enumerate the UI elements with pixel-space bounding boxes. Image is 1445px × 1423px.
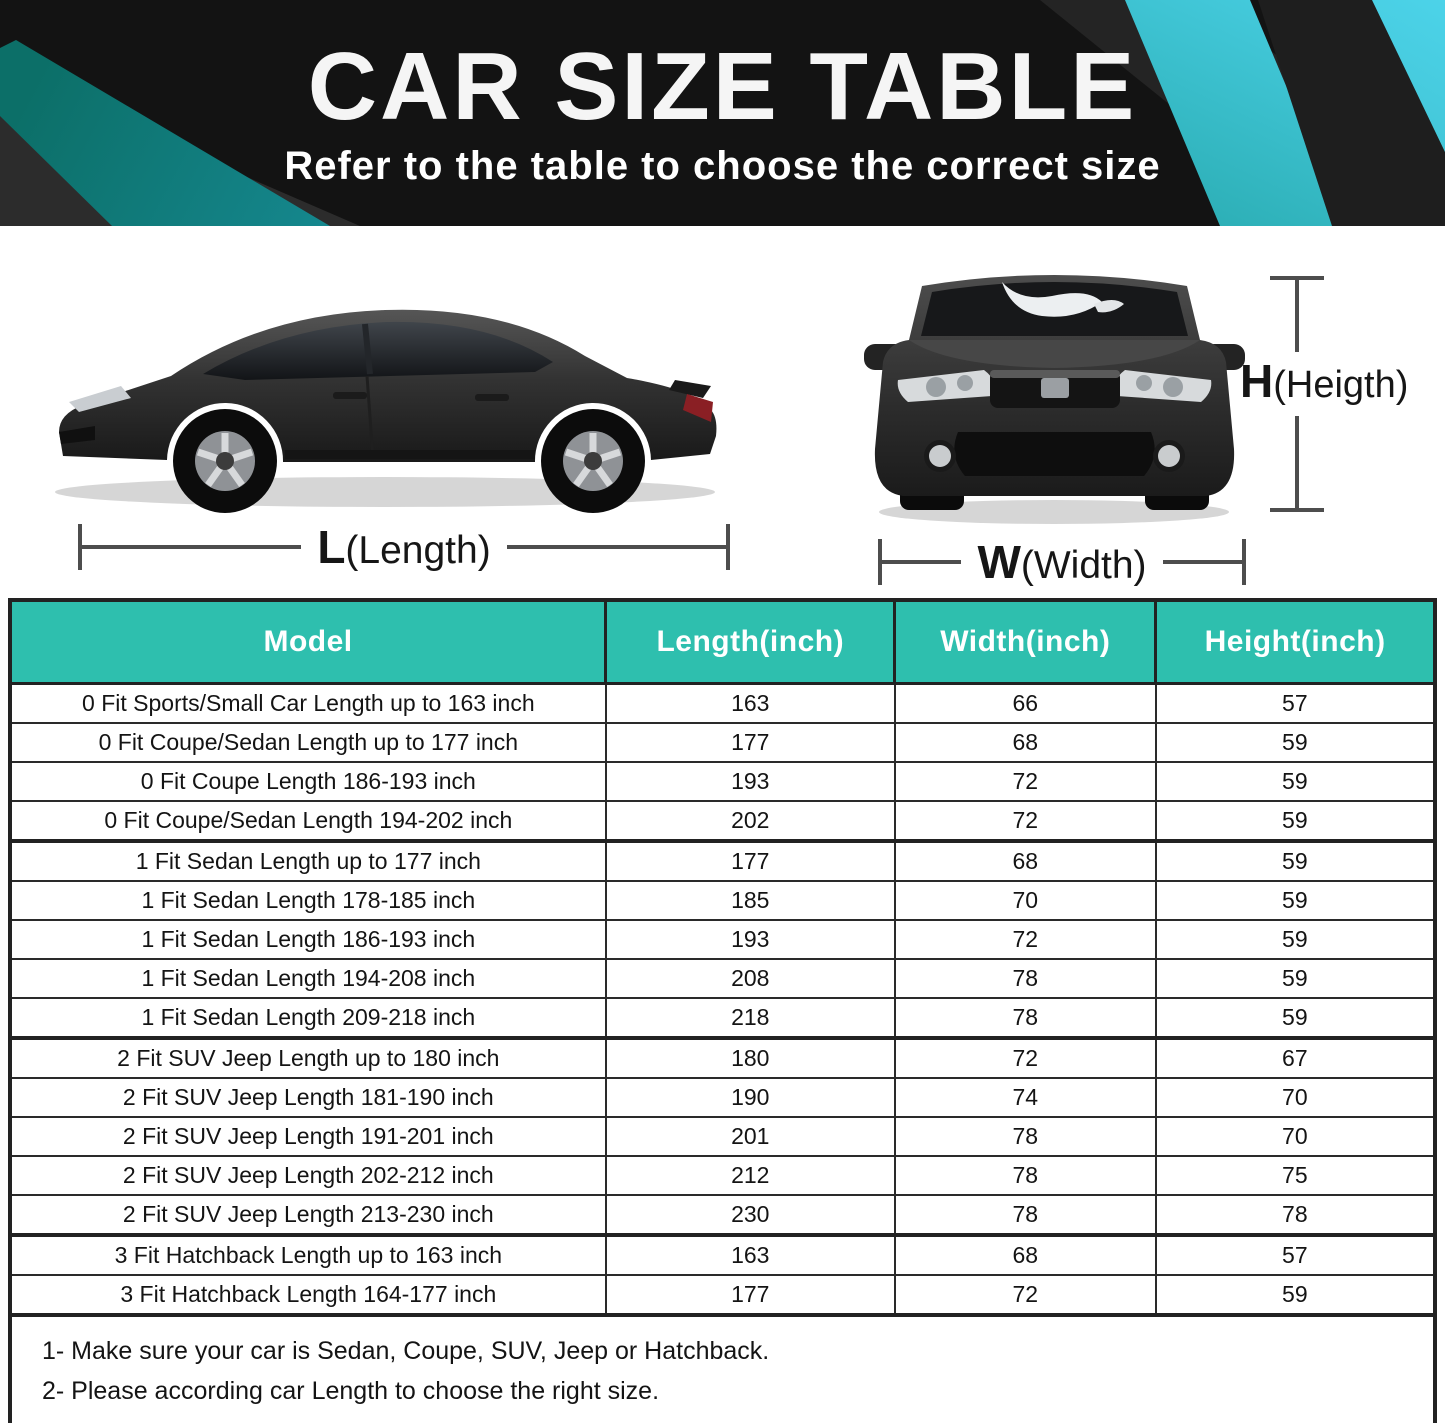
length-label: L(Length) xyxy=(317,521,491,573)
dimension-tick xyxy=(1242,539,1246,585)
column-header: Model xyxy=(10,600,606,684)
table-row xyxy=(10,762,1435,801)
banner xyxy=(0,0,1445,226)
value-cell: 78 xyxy=(895,1156,1156,1195)
value-cell: 185 xyxy=(606,881,895,920)
table-header-row xyxy=(10,600,1435,684)
car-front-view-image xyxy=(862,244,1247,534)
value-cell: 59 xyxy=(1156,801,1435,841)
page-title: CAR SIZE TABLE xyxy=(307,33,1138,140)
width-dimension xyxy=(878,538,1246,586)
height-label: H(Heigth) xyxy=(1240,355,1409,407)
table-row xyxy=(10,1078,1435,1117)
value-cell: 74 xyxy=(895,1078,1156,1117)
table-row xyxy=(10,723,1435,762)
height-dimension xyxy=(1240,276,1440,514)
table-row xyxy=(10,920,1435,959)
value-cell: 72 xyxy=(895,801,1156,841)
dimension-line xyxy=(882,560,961,564)
column-header: Width(inch) xyxy=(895,600,1156,684)
value-cell: 59 xyxy=(1156,998,1435,1038)
value-cell: 57 xyxy=(1156,684,1435,724)
value-cell: 193 xyxy=(606,920,895,959)
value-cell: 180 xyxy=(606,1038,895,1078)
value-cell: 59 xyxy=(1156,881,1435,920)
value-cell: 190 xyxy=(606,1078,895,1117)
model-cell: 2 Fit SUV Jeep Length 202-212 inch xyxy=(10,1156,606,1195)
model-cell: 0 Fit Coupe Length 186-193 inch xyxy=(10,762,606,801)
value-cell: 201 xyxy=(606,1117,895,1156)
value-cell: 59 xyxy=(1156,1275,1435,1315)
page-subtitle: Refer to the table to choose the correct size xyxy=(284,143,1161,188)
value-cell: 72 xyxy=(895,1038,1156,1078)
length-dimension xyxy=(78,523,730,571)
column-header: Height(inch) xyxy=(1156,600,1435,684)
table-row xyxy=(10,684,1435,724)
dimension-line xyxy=(1163,560,1242,564)
table-row xyxy=(10,959,1435,998)
value-cell: 78 xyxy=(1156,1195,1435,1235)
value-cell: 212 xyxy=(606,1156,895,1195)
table-row xyxy=(10,1275,1435,1315)
dimension-tick xyxy=(726,524,730,570)
model-cell: 1 Fit Sedan Length up to 177 inch xyxy=(10,841,606,881)
value-cell: 72 xyxy=(895,1275,1156,1315)
model-cell: 0 Fit Sports/Small Car Length up to 163 inch xyxy=(10,684,606,724)
model-cell: 2 Fit SUV Jeep Length 213-230 inch xyxy=(10,1195,606,1235)
value-cell: 59 xyxy=(1156,959,1435,998)
note-line: 1- Make sure your car is Sedan, Coupe, SUV, Jeep or Hatchback. xyxy=(42,1337,770,1365)
model-cell: 2 Fit SUV Jeep Length up to 180 inch xyxy=(10,1038,606,1078)
model-cell: 1 Fit Sedan Length 194-208 inch xyxy=(10,959,606,998)
dimension-line xyxy=(1295,280,1299,352)
value-cell: 72 xyxy=(895,920,1156,959)
value-cell: 68 xyxy=(895,723,1156,762)
value-cell: 70 xyxy=(1156,1078,1435,1117)
value-cell: 68 xyxy=(895,841,1156,881)
column-header: Length(inch) xyxy=(606,600,895,684)
notes xyxy=(8,1317,1437,1423)
model-cell: 1 Fit Sedan Length 209-218 inch xyxy=(10,998,606,1038)
value-cell: 70 xyxy=(895,881,1156,920)
table-row xyxy=(10,1195,1435,1235)
table-row xyxy=(10,1117,1435,1156)
table-body xyxy=(10,684,1435,1316)
value-cell: 218 xyxy=(606,998,895,1038)
value-cell: 68 xyxy=(895,1235,1156,1275)
model-cell: 0 Fit Coupe/Sedan Length 194-202 inch xyxy=(10,801,606,841)
size-table xyxy=(8,598,1437,1317)
value-cell: 72 xyxy=(895,762,1156,801)
note-line: 2- Please according car Length to choose the right size. xyxy=(42,1377,660,1405)
value-cell: 59 xyxy=(1156,841,1435,881)
value-cell: 59 xyxy=(1156,920,1435,959)
value-cell: 208 xyxy=(606,959,895,998)
value-cell: 67 xyxy=(1156,1038,1435,1078)
value-cell: 75 xyxy=(1156,1156,1435,1195)
width-label: W(Width) xyxy=(977,536,1147,588)
table-row xyxy=(10,881,1435,920)
dimension-tick xyxy=(1270,508,1324,512)
model-cell: 3 Fit Hatchback Length up to 163 inch xyxy=(10,1235,606,1275)
value-cell: 78 xyxy=(895,998,1156,1038)
value-cell: 66 xyxy=(895,684,1156,724)
model-cell: 1 Fit Sedan Length 186-193 inch xyxy=(10,920,606,959)
value-cell: 230 xyxy=(606,1195,895,1235)
value-cell: 78 xyxy=(895,959,1156,998)
dimension-line xyxy=(82,545,301,549)
value-cell: 193 xyxy=(606,762,895,801)
size-table-section xyxy=(8,598,1437,1423)
model-cell: 1 Fit Sedan Length 178-185 inch xyxy=(10,881,606,920)
value-cell: 163 xyxy=(606,1235,895,1275)
value-cell: 59 xyxy=(1156,723,1435,762)
table-row xyxy=(10,1038,1435,1078)
table-row xyxy=(10,801,1435,841)
value-cell: 177 xyxy=(606,841,895,881)
value-cell: 59 xyxy=(1156,762,1435,801)
dimension-line xyxy=(1295,416,1299,508)
value-cell: 78 xyxy=(895,1117,1156,1156)
value-cell: 57 xyxy=(1156,1235,1435,1275)
table-row xyxy=(10,1235,1435,1275)
table-row xyxy=(10,1156,1435,1195)
value-cell: 163 xyxy=(606,684,895,724)
value-cell: 202 xyxy=(606,801,895,841)
model-cell: 0 Fit Coupe/Sedan Length up to 177 inch xyxy=(10,723,606,762)
table-row xyxy=(10,841,1435,881)
dimension-line xyxy=(507,545,726,549)
value-cell: 177 xyxy=(606,1275,895,1315)
sedan-side-view-image xyxy=(35,234,735,534)
model-cell: 2 Fit SUV Jeep Length 181-190 inch xyxy=(10,1078,606,1117)
value-cell: 78 xyxy=(895,1195,1156,1235)
value-cell: 70 xyxy=(1156,1117,1435,1156)
table-row xyxy=(10,998,1435,1038)
car-dimension-diagram xyxy=(0,226,1445,598)
model-cell: 3 Fit Hatchback Length 164-177 inch xyxy=(10,1275,606,1315)
model-cell: 2 Fit SUV Jeep Length 191-201 inch xyxy=(10,1117,606,1156)
value-cell: 177 xyxy=(606,723,895,762)
